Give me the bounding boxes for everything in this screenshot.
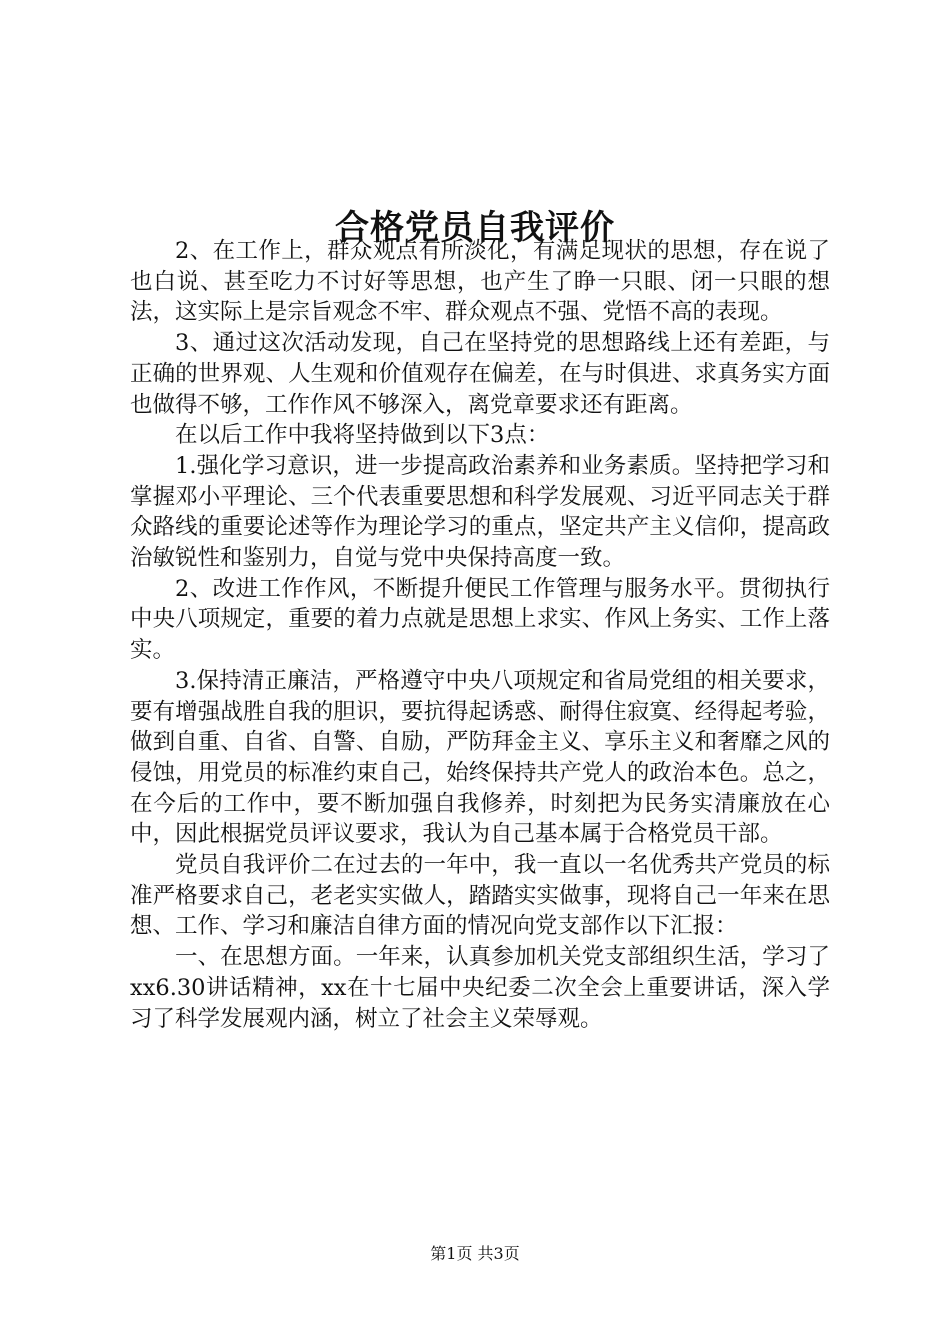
- paragraph: 在以后工作中我将坚持做到以下3点：: [175, 422, 550, 449]
- paragraph: 1.强化学习意识，进一步提高政治素养和业务素质。坚持把学习和掌握邓小平理论、三个代表重要思想和科学发展观、习近平同志关于群众路线的重要论述等作为理论学习的重点，坚定共产主义信仰，提高政治敏锐性和鉴别力，自觉与党中央保持高度一致。: [130, 452, 830, 572]
- document-title: 合格党员自我评价: [335, 207, 615, 248]
- paragraph: 一、在思想方面。一年来，认真参加机关党支部组织生活，学习了xx6.30讲话精神，xx在十七届中央纪委二次全会上重要讲话，深入学习了科学发展观内涵，树立了社会主义荣辱观。: [130, 944, 830, 1032]
- page-number-footer: 第1页 共3页: [430, 1244, 520, 1263]
- paragraph: 3、通过这次活动发现，自己在坚持党的思想路线上还有差距，与正确的世界观、人生观和价值观存在偏差，在与时俱进、求真务实方面也做得不够，工作作风不够深入，离党章要求还有距离。: [130, 330, 830, 418]
- document-body: [130, 236, 830, 1034]
- paragraph: 2、改进工作作风，不断提升便民工作管理与服务水平。贯彻执行中央八项规定，重要的着力点就是思想上求实、作风上务实、工作上落实。: [130, 575, 830, 664]
- paragraph: 2、在工作上，群众观点有所淡化，有满足现状的思想，存在说了也白说、甚至吃力不讨好等思想，也产生了睁一只眼、闭一只眼的想法，这实际上是宗旨观念不牢、群众观点不强、党悟不高的表现。: [130, 238, 830, 326]
- paragraph: 党员自我评价二在过去的一年中，我一直以一名优秀共产党员的标准严格要求自己，老老实实做人，踏踏实实做事，现将自己一年来在思想、工作、学习和廉洁自律方面的情况向党支部作以下汇报：: [130, 852, 830, 940]
- paragraph: 3.保持清正廉洁，严格遵守中央八项规定和省局党组的相关要求，要有增强战胜自我的胆识，要抗得起诱惑、耐得住寂寞、经得起考验，做到自重、自省、自警、自励，严防拜金主义、享乐主义和奢靡之风的侵蚀，用党员的标准约束自己，始终保持共产党人的政治本色。总之，在今后的工作中，要不断加强自我修养，时刻把为民务实清廉放在心中，因此根据党员评议要求，我认为自己基本属于合格党员干部。: [130, 667, 830, 848]
